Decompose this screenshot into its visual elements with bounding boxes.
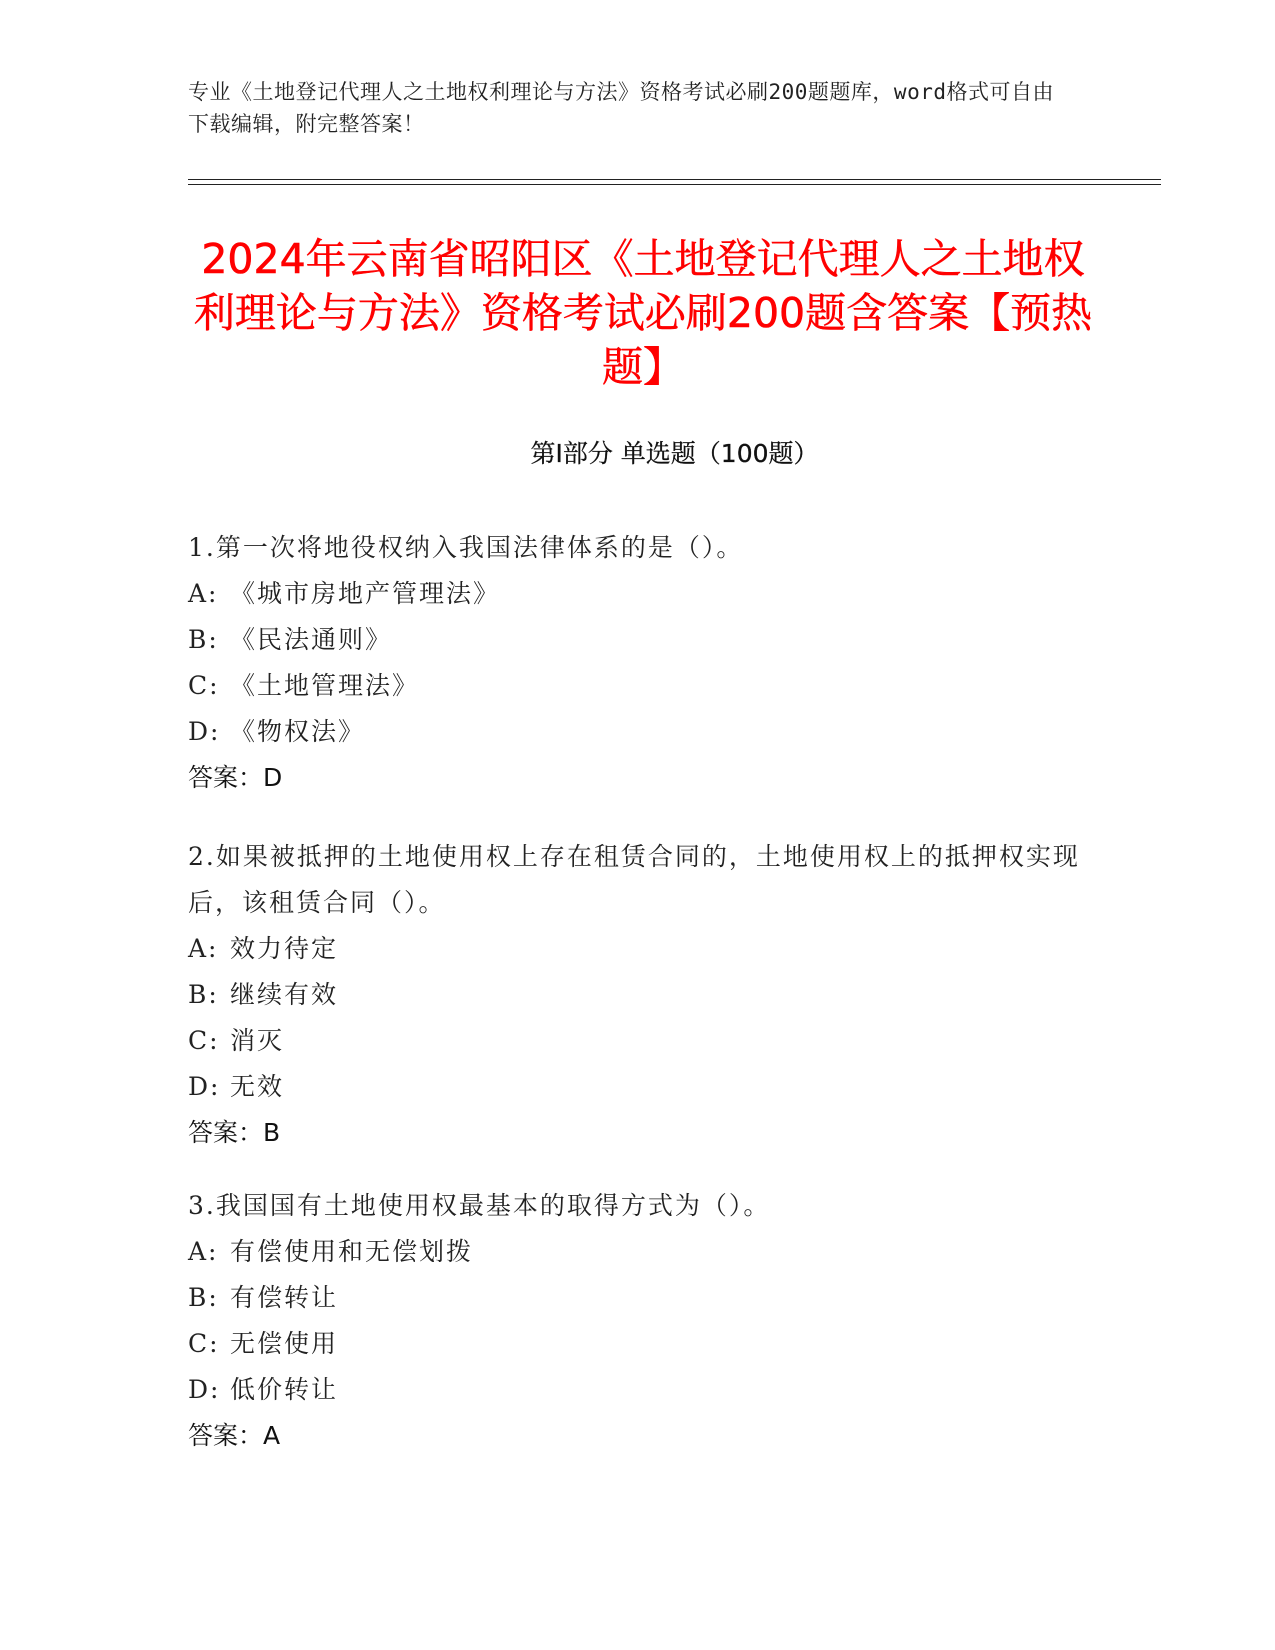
option-text: 《土地管理法》 <box>230 671 420 700</box>
option-text: 消灭 <box>230 1026 285 1055</box>
option-a <box>188 926 1088 972</box>
question-stem: 2.如果被抵押的土地使用权上存在租赁合同的，土地使用权上的抵押权实现后，该租赁合同（）。 <box>188 842 1080 917</box>
header-divider-top <box>188 179 1161 180</box>
option-b <box>188 1275 1088 1321</box>
question-answer: 答案：D <box>188 763 283 792</box>
option-text: 《城市房地产管理法》 <box>230 579 501 608</box>
option-key: C: <box>188 1329 220 1358</box>
question-answer: 答案：B <box>188 1118 281 1147</box>
option-d <box>188 709 1088 755</box>
option-c <box>188 1018 1088 1064</box>
option-d <box>188 1064 1088 1110</box>
header-divider-bottom <box>188 184 1161 185</box>
option-text: 《物权法》 <box>230 717 366 746</box>
option-key: D: <box>188 1072 221 1101</box>
document-title: 2024年云南省昭阳区《土地登记代理人之土地权利理论与方法》资格考试必刷200题含答案【预热题】 <box>193 235 1093 391</box>
option-c <box>188 1321 1088 1367</box>
option-text: 无效 <box>230 1072 285 1101</box>
option-key: D: <box>188 1375 221 1404</box>
option-key: C: <box>188 671 220 700</box>
question-stem: 1.第一次将地役权纳入我国法律体系的是（）。 <box>188 533 744 562</box>
option-text: 低价转让 <box>230 1375 339 1404</box>
option-a <box>188 571 1088 617</box>
option-c <box>188 663 1088 709</box>
option-key: B: <box>188 980 219 1009</box>
question-2 <box>188 834 1088 1156</box>
option-key: A: <box>188 934 219 963</box>
option-b <box>188 972 1088 1018</box>
option-key: A: <box>188 579 219 608</box>
option-a <box>188 1229 1088 1275</box>
option-key: C: <box>188 1026 220 1055</box>
question-answer: 答案：A <box>188 1421 281 1450</box>
option-text: 继续有效 <box>230 980 339 1009</box>
option-key: D: <box>188 717 221 746</box>
option-b <box>188 617 1088 663</box>
option-text: 有偿使用和无偿划拨 <box>230 1237 474 1266</box>
option-key: A: <box>188 1237 219 1266</box>
question-3 <box>188 1183 1088 1459</box>
option-key: B: <box>188 1283 219 1312</box>
question-stem: 3.我国国有土地使用权最基本的取得方式为（）。 <box>188 1191 771 1220</box>
option-text: 《民法通则》 <box>230 625 393 654</box>
option-text: 有偿转让 <box>230 1283 339 1312</box>
section-heading: 第I部分 单选题（100题） <box>530 439 819 468</box>
option-d <box>188 1367 1088 1413</box>
option-key: B: <box>188 625 219 654</box>
option-text: 无偿使用 <box>230 1329 339 1358</box>
question-1 <box>188 525 1088 801</box>
option-text: 效力待定 <box>230 934 339 963</box>
header-note: 专业《土地登记代理人之土地权利理论与方法》资格考试必刷200题题库，word格式可自由下载编辑，附完整答案！ <box>188 80 1054 136</box>
